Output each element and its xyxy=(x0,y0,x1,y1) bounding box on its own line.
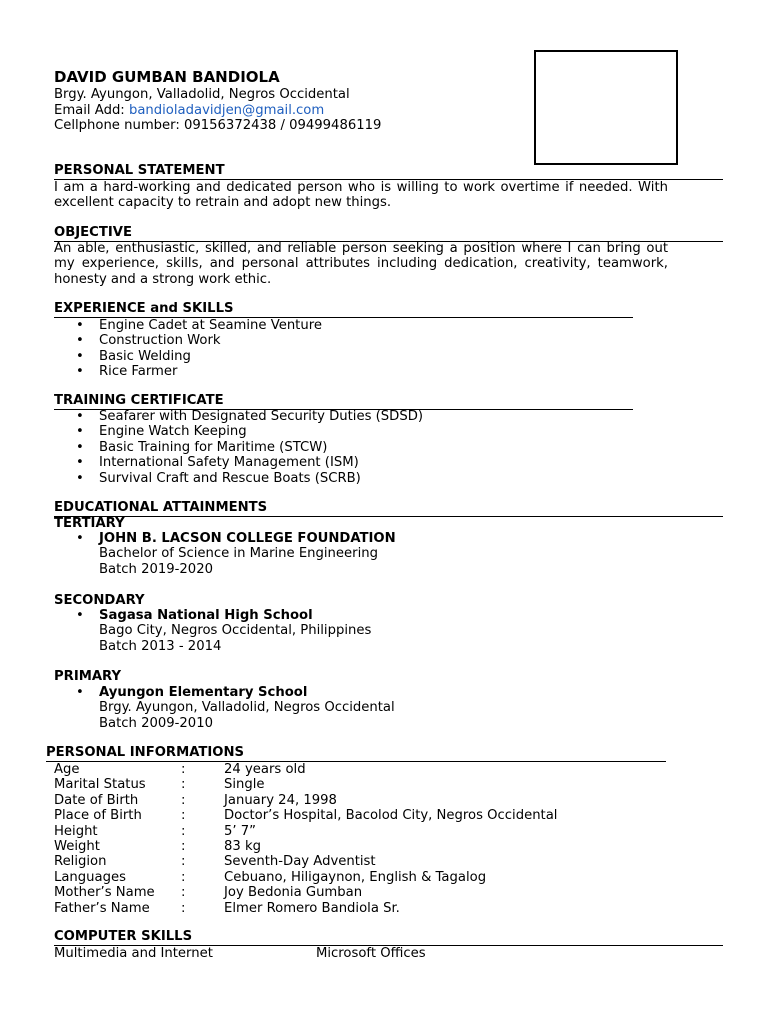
list-item: • Construction Work xyxy=(76,333,322,348)
info-sep: : xyxy=(181,777,186,793)
table-row xyxy=(54,824,674,839)
table-row xyxy=(54,793,674,808)
info-key: Place of Birth xyxy=(54,808,142,824)
school-name: • Sagasa National High School xyxy=(76,608,371,623)
experience-heading: EXPERIENCE and SKILLS xyxy=(54,301,633,318)
table-row xyxy=(54,839,674,854)
info-value: 5’ 7” xyxy=(224,823,256,839)
info-key: Father’s Name xyxy=(54,900,150,916)
table-row xyxy=(54,870,674,885)
info-sep: : xyxy=(181,838,186,854)
skill-item: Microsoft Offices xyxy=(316,946,426,961)
list-item: • Basic Training for Maritime (STCW) xyxy=(76,440,423,455)
table-row xyxy=(54,885,674,900)
personal-info-table xyxy=(54,762,674,916)
school-batch: Batch 2009-2010 xyxy=(99,715,213,731)
info-value: 83 kg xyxy=(224,838,261,854)
info-sep: : xyxy=(181,885,186,901)
info-sep: : xyxy=(181,823,186,839)
school-detail: Bachelor of Science in Marine Engineering xyxy=(99,546,378,562)
personal-statement-text: I am a hard-working and dedicated person who is willing to work overtime if needed. With excellent capacity to retrain and adopt new things. xyxy=(54,180,668,211)
info-sep: : xyxy=(181,792,186,808)
education-heading: EDUCATIONAL ATTAINMENTS xyxy=(54,500,723,517)
experience-list xyxy=(76,318,322,380)
school-detail: Bago City, Negros Occidental, Philippines xyxy=(99,623,372,639)
school-batch: Batch 2019-2020 xyxy=(99,561,213,577)
info-sep: : xyxy=(181,808,186,824)
info-value: January 24, 1998 xyxy=(224,792,337,808)
training-heading: TRAINING CERTIFICATE xyxy=(54,393,633,410)
info-sep: : xyxy=(181,869,186,885)
list-item: • International Safety Management (ISM) xyxy=(76,455,423,470)
secondary-label: SECONDARY xyxy=(54,593,145,608)
list-item: • Engine Cadet at Seamine Venture xyxy=(76,318,322,333)
email-link[interactable]: bandioladavidjen@gmail.com xyxy=(128,102,325,118)
contact-block xyxy=(54,87,381,134)
info-value: Single xyxy=(224,777,265,793)
school-batch: Batch 2013 - 2014 xyxy=(99,638,222,654)
list-item: • Engine Watch Keeping xyxy=(76,424,423,439)
school-detail: Brgy. Ayungon, Valladolid, Negros Occidental xyxy=(99,700,395,716)
training-list xyxy=(76,409,423,486)
school-name: • JOHN B. LACSON COLLEGE FOUNDATION xyxy=(76,531,396,546)
email-label: Email Add: xyxy=(54,102,129,118)
objective-heading: OBJECTIVE xyxy=(54,225,723,242)
table-row xyxy=(54,854,674,869)
list-item: • Basic Welding xyxy=(76,349,322,364)
phone: Cellphone number: 09156372438 / 09499486119 xyxy=(54,118,382,133)
info-value: Seventh-Day Adventist xyxy=(224,854,376,870)
list-item: • Rice Farmer xyxy=(76,364,322,379)
list-item: • Survival Craft and Rescue Boats (SCRB) xyxy=(76,471,423,486)
info-value: Cebuano, Hiligaynon, English & Tagalog xyxy=(224,869,487,885)
table-row xyxy=(54,901,674,916)
info-key: Religion xyxy=(54,854,107,870)
school-name: • Ayungon Elementary School xyxy=(76,685,395,700)
personal-info-heading: PERSONAL INFORMATIONS xyxy=(46,745,666,762)
tertiary-label: TERTIARY xyxy=(54,516,125,531)
table-row xyxy=(54,762,674,777)
info-key: Languages xyxy=(54,869,126,885)
info-sep: : xyxy=(181,762,186,777)
list-item: • Seafarer with Designated Security Duties (SDSD) xyxy=(76,409,423,424)
computer-skills-heading: COMPUTER SKILLS xyxy=(54,929,723,946)
computer-skills-row xyxy=(54,946,554,962)
info-key: Mother’s Name xyxy=(54,885,155,901)
info-value: Elmer Romero Bandiola Sr. xyxy=(224,900,400,916)
primary-label: PRIMARY xyxy=(54,669,122,684)
info-sep: : xyxy=(181,854,186,870)
info-key: Date of Birth xyxy=(54,792,139,808)
primary-school xyxy=(76,685,395,731)
info-key: Height xyxy=(54,823,98,839)
info-value: Joy Bedonia Gumban xyxy=(224,885,363,901)
photo-placeholder xyxy=(534,50,678,165)
applicant-name: DAVID GUMBAN BANDIOLA xyxy=(54,68,280,86)
info-sep: : xyxy=(181,900,186,916)
info-key: Weight xyxy=(54,838,100,854)
skill-item: Multimedia and Internet xyxy=(54,946,213,961)
info-value: Doctor’s Hospital, Bacolod City, Negros Occidental xyxy=(224,808,558,824)
table-row xyxy=(54,777,674,792)
info-key: Age xyxy=(54,762,80,777)
personal-statement-heading: PERSONAL STATEMENT xyxy=(54,163,723,180)
email-line xyxy=(54,103,381,119)
tertiary-school xyxy=(76,531,396,577)
info-value: 24 years old xyxy=(224,762,306,777)
address: Brgy. Ayungon, Valladolid, Negros Occidental xyxy=(54,87,350,102)
table-row xyxy=(54,808,674,823)
info-key: Marital Status xyxy=(54,777,146,793)
secondary-school xyxy=(76,608,371,654)
objective-text: An able, enthusiastic, skilled, and reliable person seeking a position where I can bring out my experience, skills, and personal attributes including dedication, creativity, teamwork, honesty and a strong work ethic. xyxy=(54,241,668,287)
